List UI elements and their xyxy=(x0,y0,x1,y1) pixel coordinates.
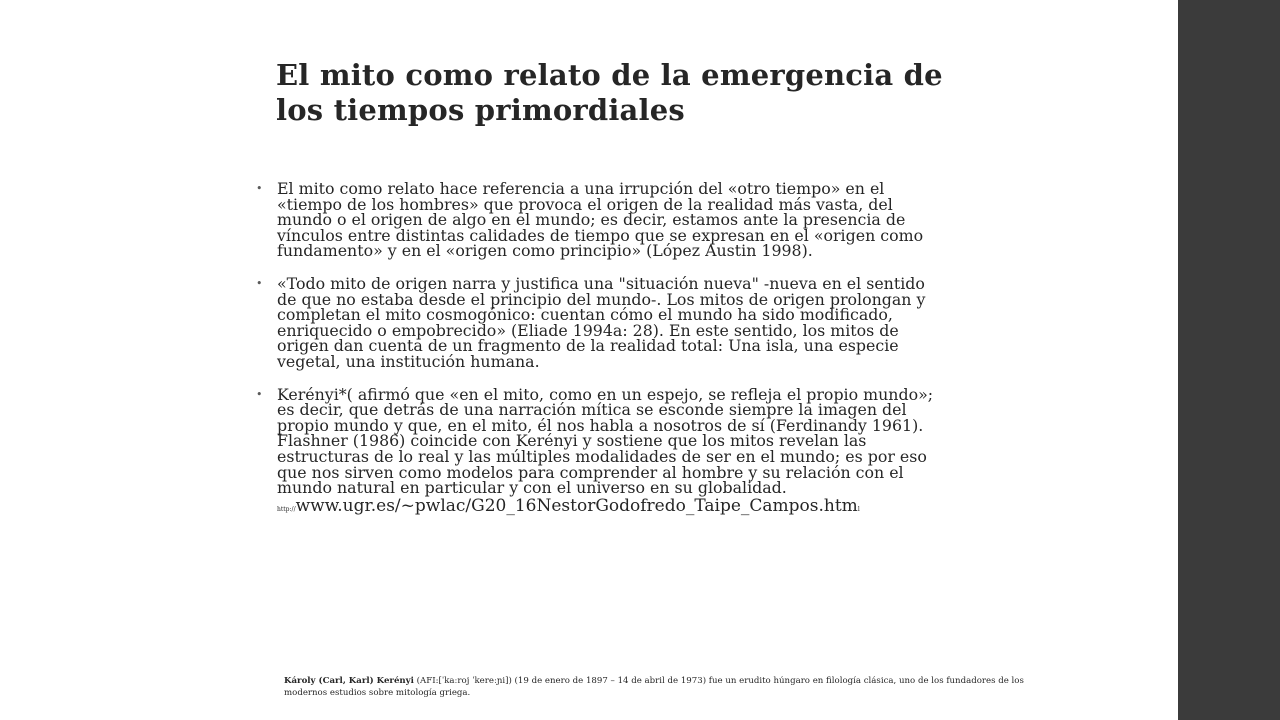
bullet-marker-icon: • xyxy=(256,182,263,195)
bullet-item-1 xyxy=(254,181,944,259)
url-suffix: l xyxy=(857,505,860,513)
footnote xyxy=(284,675,1034,699)
bullet-item-2 xyxy=(254,273,944,371)
bullet-marker-icon: • xyxy=(256,387,263,401)
bullet-marker-icon: • xyxy=(256,276,263,290)
bullet-list xyxy=(254,181,944,534)
side-decoration-bar xyxy=(1178,0,1280,720)
footnote-name: Károly (Carl, Karl) Kerényi xyxy=(284,676,414,686)
url-main: www.ugr.es/~pwlac/G20_16NestorGodofredo_Taipe_Campos.htm xyxy=(295,495,858,516)
slide-title: El mito como relato de la emergencia de los tiempos primordiales xyxy=(276,58,943,127)
footnote-text: (AFI:[ˈkaːroj ˈkereːɲi]) (19 de enero de 1897 – 14 de abril de 1973) fue un erudito húngaro en filología clásica, uno de los fundadores de los modernos estudios sobre mitología griega. xyxy=(284,676,1024,698)
bullet-item-3 xyxy=(254,384,944,518)
bullet-text-3: Kerényi*( afirmó que «en el mito, como en un espejo, se refleja el propio mundo»; es decir, que detrás de una narración mítica se esconde siempre la imagen del propio mundo y que, en el mito, él nos habla a nosotros de sí (Ferdinandy 1961). Flashner (1986) coincide con Kerényi y sostiene que los mitos revelan las estructuras de lo real y las múltiples modalidades de ser en el mundo; es por eso que nos sirven como modelos para comprender al hombre y su relación con el mundo natural en particular y con el universo en su globalidad. xyxy=(277,384,934,498)
source-url-link[interactable] xyxy=(277,495,944,518)
bullet-text-1: El mito como relato hace referencia a una irrupción del «otro tiempo» en el «tiempo de los hombres» que provoca el origen de la realidad más vasta, del mundo o el origen de algo en el mundo; es decir, estamos ante la presencia de vínculos entre distintas calidades de tiempo que se expresan en el «origen como fundamento» y en el «origen como principio» (López Austin 1998). xyxy=(277,179,924,261)
bullet-text-2: «Todo mito de origen narra y justifica una "situación nueva" -nueva en el sentido de que no estaba desde el principio del mundo-. Los mitos de origen prolongan y completan el mito cosmogónico: cuentan cómo el mundo ha sido modificado, enriquecido o empobrecido» (Eliade 1994a: 28). En este sentido, los mitos de origen dan cuenta de un fragmento de la realidad total: Una isla, una especie vegetal, una institución humana. xyxy=(277,273,926,371)
url-prefix: http:// xyxy=(277,505,296,513)
